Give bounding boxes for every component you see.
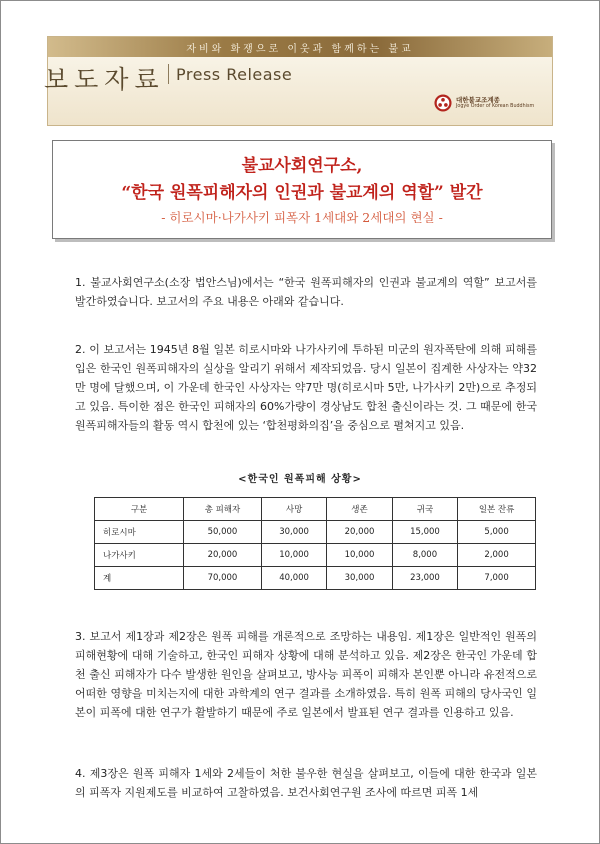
logo-name: 대한불교조계종 [456,96,500,104]
table-cell: 30,000 [327,567,392,590]
table-cell: 나가사키 [95,544,184,567]
header-band [48,37,552,57]
table-cell: 20,000 [184,544,262,567]
logo-subtitle: Jogye Order of Korean Buddhism [456,104,535,109]
headline-subtitle: - 히로시마·나가사키 피폭자 1세대와 2세대의 현실 - [161,210,443,225]
table-cell: 70,000 [184,567,262,590]
paragraph-1: 1. 불교사회연구소(소장 법안스님)에서는 “한국 원폭피해자의 인권과 불교계의 역할” 보고서를 발간하였습니다. 보고서의 주요 내용은 아래와 같습니다. [75,276,537,308]
press-release-title-ko: 보도자료 [44,65,165,94]
table-caption: <한국인 원폭피해 상황> [238,474,362,485]
table-header-cell: 귀국 [392,498,457,521]
table-cell: 15,000 [392,521,457,544]
headline-line-1: 불교사회연구소, [241,156,363,176]
table-header-cell: 일본 잔류 [458,498,536,521]
table-header-cell: 구분 [95,498,184,521]
table-cell: 5,000 [458,521,536,544]
table-cell: 8,000 [392,544,457,567]
table-cell: 2,000 [458,544,536,567]
jogye-logo [434,94,544,116]
press-release-title-en: Press Release [176,65,293,84]
table-row [95,544,536,567]
header-tagline: 자비와 화쟁으로 이웃과 함께하는 불교 [186,44,414,55]
headline-box [52,140,552,239]
headline-line-2: “한국 원폭피해자의 인권과 불교계의 역할” 발간 [121,183,483,203]
table-cell: 30,000 [261,521,326,544]
damage-table [94,497,536,590]
table-header-row [95,498,536,521]
paragraph-4: 4. 제3장은 원폭 피해자 1세와 2세들이 처한 불우한 현실을 살펴보고, 이들에 대한 한국과 일본의 피폭자 지원제도를 비교하여 고찰하였음. 보건사회연구원 조사에 따르면 피폭 1세 [75,767,537,799]
table-row [95,567,536,590]
table-cell: 10,000 [261,544,326,567]
table-cell: 20,000 [327,521,392,544]
paragraph-3: 3. 보고서 제1장과 제2장은 원폭 피해를 개론적으로 조망하는 내용임. 제1장은 일반적인 원폭의 피해현황에 대해 기술하고, 한국인 피해자 상황에 대해 분석하고 있음. 제2장은 한국인 가운데 합천 출신 피해자가 다수 발생한 원인을 살펴보고, 방사능 피폭이 피해자 본인뿐 아니라 유전적으로 어떠한 영향을 미치는지에 대한 과학계의 연구 결과를 소개하였음. 특히 원폭 피해의 당사국인 일본이 피폭에 대한 연구가 활발하기 때문에 주로 일본에서 발표된 연구 결과를 인용하고 있음. [75,630,537,719]
paragraph-2: 2. 이 보고서는 1945년 8월 일본 히로시마와 나가사키에 투하된 미군의 원자폭탄에 의해 피해를 입은 한국인 원폭피해자의 실상을 알리기 위해서 제작되었음. 당시 일본이 집계한 사상자는 약32만 명에 달했으며, 이 가운데 한국인 사상자는 약7만 명(히로시마 5만, 나가사키 2만)으로 추정되고 있음. 특이한 점은 한국인 피해자의 60%가량이 경상남도 합천 출신이라는 것. 그 때문에 한국 원폭피해자들의 활동 역시 합천에 있는 ‘합천평화의집’을 중심으로 펼쳐지고 있음. [75,343,537,432]
table-cell: 10,000 [327,544,392,567]
dharma-emblem-icon [434,94,452,112]
table-header-cell: 총 피해자 [184,498,262,521]
table-cell: 히로시마 [95,521,184,544]
table-header-cell: 사망 [261,498,326,521]
title-separator [168,64,169,84]
table-header-cell: 생존 [327,498,392,521]
table-row [95,521,536,544]
table-cell: 7,000 [458,567,536,590]
table-cell: 40,000 [261,567,326,590]
table-cell: 50,000 [184,521,262,544]
table-cell: 계 [95,567,184,590]
table-cell: 23,000 [392,567,457,590]
